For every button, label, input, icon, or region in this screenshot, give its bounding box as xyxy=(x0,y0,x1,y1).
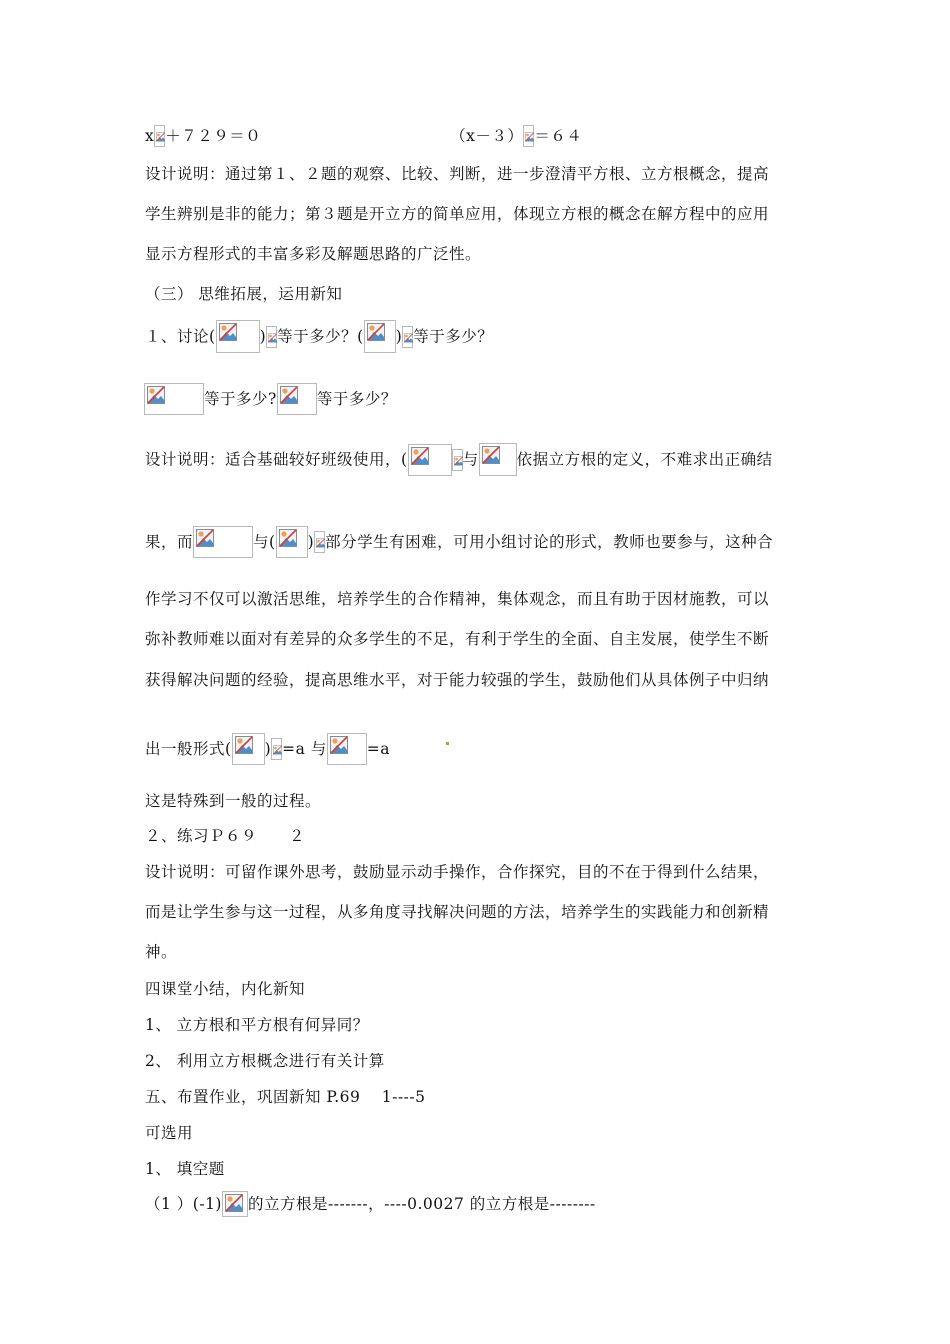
paragraph-line: 而是让学生参与这一过程，从多角度寻找解决问题的方法，培养学生的实践能力和创新精 xyxy=(145,903,770,921)
section-heading: 五、布置作业，巩固新知 P.69 1----5 xyxy=(145,1088,426,1106)
broken-image-icon xyxy=(232,733,265,765)
discussion-line-2 xyxy=(144,383,397,415)
text-span: １、讨论( xyxy=(145,327,216,346)
text-span: 出一般形式( xyxy=(145,740,232,758)
text-span: 等于多少? xyxy=(204,390,277,408)
exercise-line: ２、练习Ｐ６９ ２ xyxy=(145,827,306,845)
paragraph-line: 作学习不仅可以激活思维，培养学生的合作精神，集体观念，而且有助于因材施教，可以 xyxy=(145,590,770,608)
text-span: =a 与 xyxy=(282,740,327,758)
eq1-rest: ＋７２９＝０ xyxy=(165,127,262,145)
text-span: ) xyxy=(259,327,267,346)
text-span: ) xyxy=(264,740,272,758)
text-span: =a xyxy=(366,740,391,758)
broken-image-icon xyxy=(154,125,165,147)
broken-image-icon xyxy=(327,733,367,765)
eq1-x: x xyxy=(145,127,155,145)
design-note-line-2 xyxy=(145,526,773,558)
broken-image-icon xyxy=(277,383,317,415)
paragraph-line: 获得解决问题的经验，提高思维水平，对于能力较强的学生，鼓励他们从具体例子中归纳 xyxy=(145,671,770,689)
list-item: 1、 立方根和平方根有何异同？ xyxy=(145,1016,369,1034)
paragraph-line: 这是特殊到一般的过程。 xyxy=(145,792,322,810)
paragraph-line: 神。 xyxy=(145,943,178,961)
paragraph-line: 显示方程形式的丰富多彩及解题思路的广泛性。 xyxy=(145,245,482,263)
text-span: 与 xyxy=(462,450,479,469)
broken-image-icon xyxy=(314,531,325,553)
text-span: 设计说明：适合基础较好班级使用，( xyxy=(145,450,408,469)
text-span: ) xyxy=(307,533,315,551)
broken-image-icon xyxy=(144,383,204,415)
text-span: ) xyxy=(395,327,403,346)
text-span: 部分学生有困难，可用小组讨论的形式，教师也要参与，这种合 xyxy=(325,533,774,551)
text-span: 与( xyxy=(253,533,276,551)
text-span: 的立方根是-------，----0.0027 的立方根是-------- xyxy=(247,1195,596,1213)
paragraph-line: 学生辨别是非的能力；第３题是开立方的简单应用，体现立方根的概念在解方程中的应用 xyxy=(145,205,770,223)
section-heading: （三） 思维拓展，运用新知 xyxy=(145,285,343,303)
broken-image-icon xyxy=(402,326,413,348)
equations-line xyxy=(145,125,582,147)
broken-image-icon xyxy=(408,444,452,476)
text-span: （1 ）(-1) xyxy=(145,1195,222,1213)
broken-image-icon xyxy=(193,526,253,558)
broken-image-icon xyxy=(216,320,260,353)
text-span: 依据立方根的定义，不难求出正确结 xyxy=(516,450,773,469)
design-note-line xyxy=(145,443,773,476)
paragraph-line: 可选用 xyxy=(145,1124,194,1142)
stray-mark xyxy=(446,742,449,745)
text-span: 等于多少？ xyxy=(413,327,494,346)
discussion-line xyxy=(145,320,493,353)
broken-image-icon xyxy=(364,320,396,353)
list-item: 1、 填空题 xyxy=(145,1160,225,1178)
eq2-rest: ＝６４ xyxy=(534,127,583,145)
general-form-line xyxy=(145,733,390,765)
broken-image-icon xyxy=(452,449,463,471)
broken-image-icon xyxy=(266,326,277,348)
text-span: 等于多少？( xyxy=(277,327,364,346)
broken-image-icon xyxy=(479,443,517,476)
paragraph-line: 弥补教师难以面对有差异的众多学生的不足，有利于学生的全面、自主发展，使学生不断 xyxy=(145,630,770,648)
text-span: 等于多少？ xyxy=(316,390,397,408)
list-item: 2、 利用立方根概念进行有关计算 xyxy=(145,1052,385,1070)
section-heading: 四课堂小结，内化新知 xyxy=(145,980,306,998)
paragraph-line: 设计说明：可留作课外思考，鼓励显示动手操作，合作探究，目的不在于得到什么结果， xyxy=(145,863,770,881)
eq2-lhs: （x－３） xyxy=(450,127,524,145)
broken-image-icon xyxy=(276,526,308,558)
broken-image-icon xyxy=(271,738,282,760)
broken-image-icon xyxy=(523,125,534,147)
fill-blank-line xyxy=(145,1191,596,1217)
text-span: 果，而 xyxy=(145,533,194,551)
broken-image-icon xyxy=(222,1191,248,1217)
paragraph-line: 设计说明：通过第１、２题的观察、比较、判断，进一步澄清平方根、立方根概念，提高 xyxy=(145,165,770,183)
